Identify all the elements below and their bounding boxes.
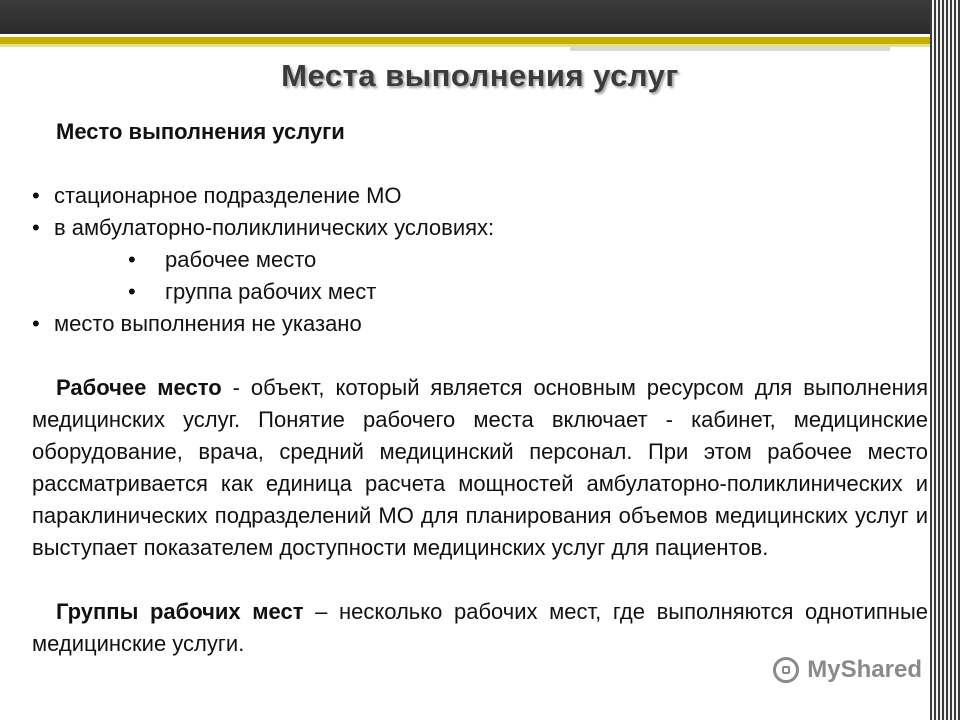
watermark bbox=[773, 656, 922, 684]
bullet-item: • стационарное подразделение МО bbox=[32, 180, 928, 212]
myshared-logo-icon bbox=[773, 657, 799, 683]
definition-paragraph-workplace bbox=[32, 372, 928, 564]
title-rule bbox=[570, 47, 890, 51]
bullet-list bbox=[32, 180, 928, 340]
top-dark-bar bbox=[0, 0, 960, 34]
sub-bullet-item: • рабочее место bbox=[32, 244, 928, 276]
definition-term: Группы рабочих мест bbox=[56, 599, 304, 624]
definition-text: – несколько рабочих мест, где выполняются однотипные медицинские услуги. bbox=[32, 599, 928, 656]
definition-paragraph-workplace-groups bbox=[32, 596, 928, 660]
definition-term: Рабочее место bbox=[56, 375, 222, 400]
bullet-item: • место выполнения не указано bbox=[32, 308, 928, 340]
sub-bullet-item: • группа рабочих мест bbox=[32, 276, 928, 308]
definition-text: - объект, который является основным ресурсом для выполнения медицинских услуг. Понятие рабочего места включает - кабинет, медицинские оборудование, врача, средний медицинский персонал. При этом рабочее место рассматривается как единица расчета мощностей амбулаторно-поликлинических и параклинических подразделений МО для планирования объемов медицинских услуг и выступает показателем доступности медицинских услуг для пациентов. bbox=[32, 375, 928, 560]
slide-title: Места выполнения услуг bbox=[281, 58, 679, 93]
bullet-item: • в амбулаторно-поликлинических условиях: bbox=[32, 212, 928, 244]
watermark-text: MyShared bbox=[807, 656, 922, 683]
subheading: Место выполнения услуги bbox=[56, 119, 345, 144]
right-stripes-decoration bbox=[930, 0, 960, 720]
slide-content bbox=[32, 116, 928, 660]
accent-line bbox=[0, 37, 930, 44]
